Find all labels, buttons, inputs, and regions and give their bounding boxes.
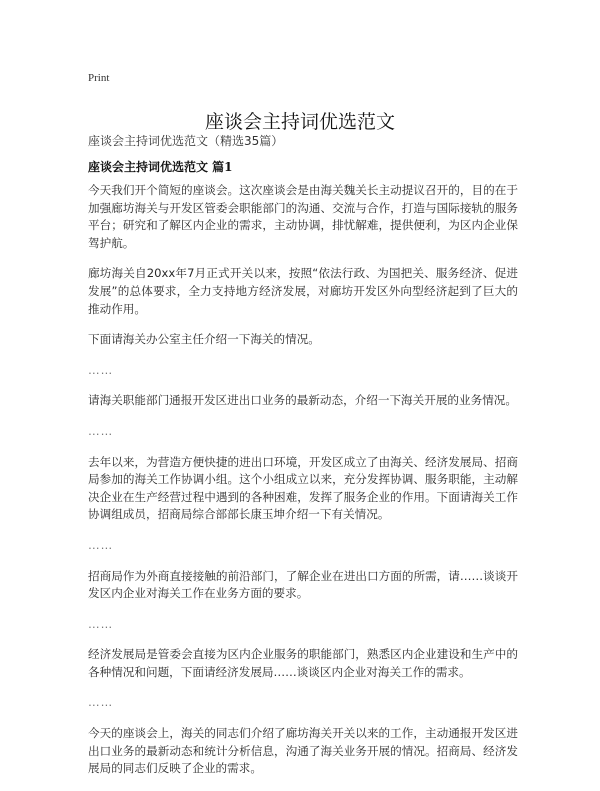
ellipsis-separator: …… [88,537,114,552]
page-title: 座谈会主持词优选范文 [204,110,395,133]
ellipsis-separator: …… [88,423,114,438]
ellipsis-separator: …… [88,695,114,710]
paragraph-business-report: 请海关职能部门通报开发区进出口业务的最新动态，介绍一下海关开展的业务情况。 [88,393,517,408]
print-link[interactable]: Print [88,72,110,84]
paragraph-intro: 今天我们开个简短的座谈会。这次座谈会是由海关魏关长主动提议召开的，目的在于加强廊坊海关与开发区管委会职能部门的沟通、交流与合作，打造与国际接轨的服务平台；研究和了解区内企业的需求，主动协调，排忧解难，提供便利，为区内企业保驾护航。 [88,183,518,250]
paragraph-customs-history: 廊坊海关自20xx年7月正式开关以来，按照“依法行政、为国把关、服务经济、促进发展”的总体要求，全力支持地方经济发展，对廊坊开发区外向型经济起到了巨大的推动作用。 [88,266,518,316]
section-heading: 座谈会主持词优选范文 篇1 [88,160,233,174]
paragraph-office-intro: 下面请海关办公室主任介绍一下海关的情况。 [88,332,320,347]
paragraph-investment-bureau: 招商局作为外商直接接触的前沿部门，了解企业在进出口方面的所需，请……谈谈开发区内企业对海关工作在业务方面的要求。 [88,568,518,601]
document-subtitle: 座谈会主持词优选范文（精选35篇） [88,134,284,148]
article-body [88,182,518,791]
paragraph-summary: 今天的座谈会上，海关的同志们介绍了廊坊海关开关以来的工作，主动通报开发区进出口业务的最新动态和统计分析信息，沟通了海关业务开展的情况。招商局、经济发展局的同志们反映了企业的需求。 [88,726,518,776]
ellipsis-separator: …… [88,362,114,377]
paragraph-coordination-group: 去年以来，为营造方便快捷的进出口环境，开发区成立了由海关、经济发展局、招商局参加的海关工作协调小组。这个小组成立以来，充分发挥协调、服务职能，主动解决企业在生产经营过程中遇到的各种困难，发挥了服务企业的作用。下面请海关工作协调组成员，招商局综合部部长康玉坤介绍一下有关情况。 [88,454,518,522]
paragraph-economic-bureau: 经济发展局是管委会直接为区内企业服务的职能部门，熟悉区内企业建设和生产中的各种情况和问题，下面请经济发展局……谈谈区内企业对海关工作的需求。 [88,647,518,679]
ellipsis-separator: …… [88,616,114,631]
